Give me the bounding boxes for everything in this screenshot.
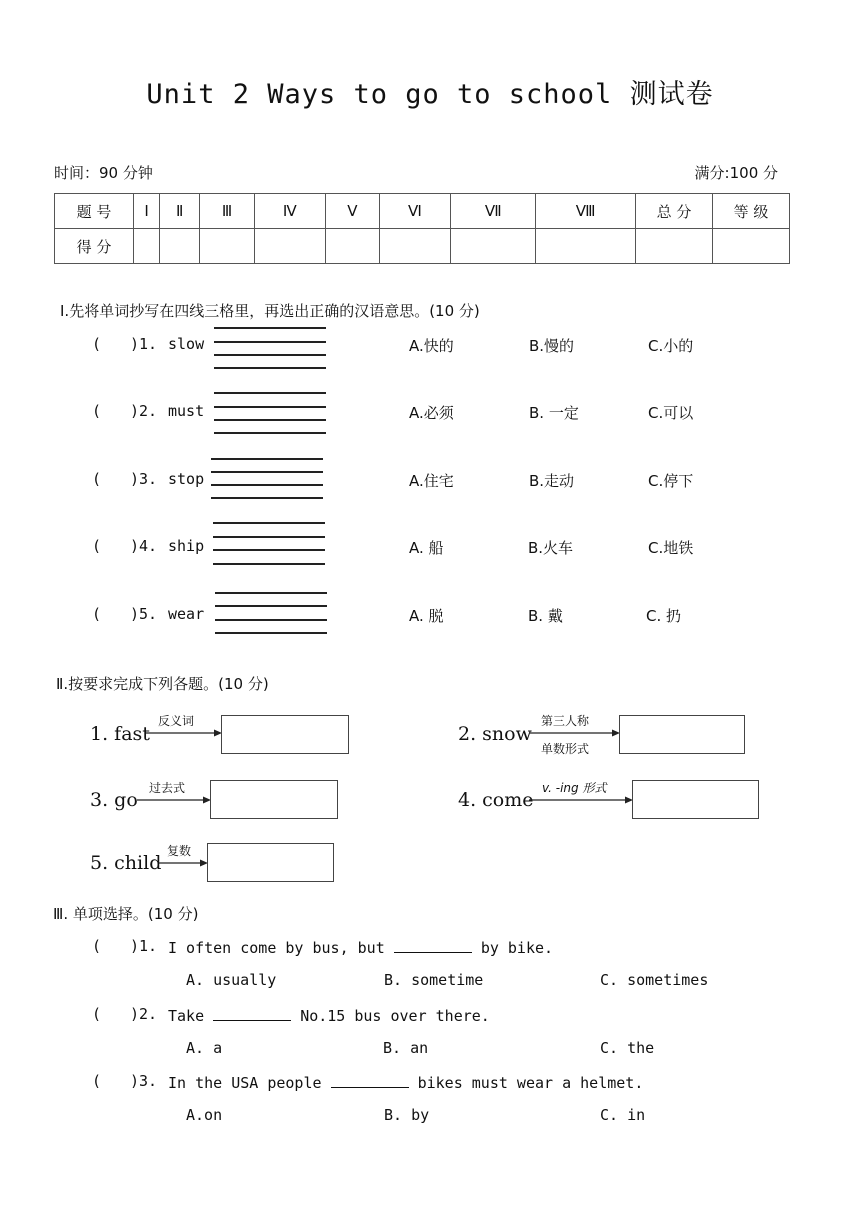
answer-box[interactable]: [210, 780, 338, 819]
option-c[interactable]: C. sometimes: [600, 971, 709, 989]
writing-line: [214, 392, 326, 394]
item-number: )3.: [130, 470, 158, 488]
answer-paren[interactable]: (: [92, 537, 102, 555]
question-number: )1.: [130, 937, 158, 955]
header-cell: 题 号: [55, 194, 134, 229]
answer-paren[interactable]: (: [92, 335, 102, 353]
answer-paren[interactable]: (: [92, 937, 102, 955]
question-text-before: Take: [168, 1007, 205, 1025]
option-b[interactable]: B. 一定: [529, 404, 579, 422]
item-word: slow: [168, 335, 205, 353]
writing-line: [214, 432, 326, 434]
arrow-top-label: 反义词: [158, 714, 195, 728]
question-text-after: bikes must wear a helmet.: [417, 1074, 644, 1092]
writing-line: [211, 484, 323, 486]
transform-item-label: 3. go: [90, 789, 138, 811]
writing-line: [215, 605, 327, 607]
option-a[interactable]: A. 脱: [409, 607, 444, 625]
option-b[interactable]: B. by: [384, 1106, 430, 1124]
item-word: wear: [168, 605, 205, 623]
score-cell[interactable]: [325, 229, 379, 264]
option-a[interactable]: A.快的: [409, 337, 454, 355]
option-a[interactable]: A.住宅: [409, 472, 454, 490]
writing-line: [211, 497, 323, 499]
score-cell[interactable]: [254, 229, 325, 264]
writing-line: [214, 327, 326, 329]
question-text-after: by bike.: [480, 939, 554, 957]
arrow-icon: [529, 795, 633, 805]
writing-line: [211, 458, 323, 460]
option-c[interactable]: C.小的: [648, 337, 694, 355]
option-c[interactable]: C.地铁: [648, 539, 694, 557]
transform-item-label: 5. child: [90, 852, 162, 874]
score-cell[interactable]: [636, 229, 713, 264]
writing-line: [214, 419, 326, 421]
answer-box[interactable]: [221, 715, 349, 754]
answer-blank[interactable]: [331, 1072, 409, 1088]
header-cell: Ⅱ: [160, 194, 200, 229]
page-title: [0, 72, 860, 111]
time-label: 时间：90 分钟: [54, 164, 153, 182]
option-a[interactable]: A.on: [186, 1106, 223, 1124]
answer-blank[interactable]: [394, 937, 472, 953]
arrow-top-label: 过去式: [149, 781, 186, 795]
score-cell[interactable]: [536, 229, 636, 264]
header-cell: Ⅵ: [379, 194, 450, 229]
answer-blank[interactable]: [213, 1005, 291, 1021]
arrow-icon: [159, 858, 208, 868]
answer-box[interactable]: [207, 843, 334, 882]
transform-item-label: 2. snow: [458, 723, 532, 745]
score-cell[interactable]: [379, 229, 450, 264]
writing-line: [214, 354, 326, 356]
option-b[interactable]: B. an: [383, 1039, 429, 1057]
option-a[interactable]: A.必须: [409, 404, 454, 422]
option-b[interactable]: B. sometime: [384, 971, 484, 989]
arrow-icon: [530, 728, 620, 738]
answer-paren[interactable]: (: [92, 1072, 102, 1090]
option-c[interactable]: C. 扔: [646, 607, 682, 625]
answer-paren[interactable]: (: [92, 1005, 102, 1023]
option-c[interactable]: C.停下: [648, 472, 694, 490]
header-cell: Ⅷ: [536, 194, 636, 229]
row-label: 得 分: [55, 229, 134, 264]
question-text-before: I often come by bus, but: [168, 939, 385, 957]
question-text: [168, 937, 553, 957]
writing-line: [211, 471, 323, 473]
writing-line: [213, 549, 325, 551]
score-cell[interactable]: [200, 229, 254, 264]
item-word: must: [168, 402, 205, 420]
title-en: Unit 2 Ways to go to school: [146, 79, 630, 110]
arrow-icon: [137, 795, 211, 805]
score-table-header-row: [55, 194, 790, 229]
full-score-label: 满分:100 分: [694, 164, 778, 182]
header-cell: 总 分: [636, 194, 713, 229]
answer-box[interactable]: [632, 780, 759, 819]
item-word: stop: [168, 470, 205, 488]
transform-item-label: 1. fast: [90, 723, 150, 745]
score-cell[interactable]: [451, 229, 536, 264]
header-cell: Ⅶ: [451, 194, 536, 229]
arrow-top-label: 复数: [167, 844, 192, 858]
writing-line: [214, 367, 326, 369]
option-a[interactable]: A. usually: [186, 971, 277, 989]
option-b[interactable]: B.慢的: [529, 337, 575, 355]
question-text-after: No.15 bus over there.: [300, 1007, 490, 1025]
writing-line: [213, 522, 325, 524]
option-a[interactable]: A. a: [186, 1039, 223, 1057]
score-cell[interactable]: [134, 229, 160, 264]
option-a[interactable]: A. 船: [409, 539, 444, 557]
option-c[interactable]: C. in: [600, 1106, 646, 1124]
item-number: )4.: [130, 537, 158, 555]
writing-line: [215, 632, 327, 634]
item-number: )1.: [130, 335, 158, 353]
option-b[interactable]: B. 戴: [528, 607, 563, 625]
section2-heading: Ⅱ.按要求完成下列各题。(10 分): [56, 675, 269, 693]
section3-heading: Ⅲ. 单项选择。(10 分): [53, 905, 199, 923]
writing-line: [215, 592, 327, 594]
writing-line: [213, 563, 325, 565]
option-b[interactable]: B.走动: [529, 472, 575, 490]
item-word: ship: [168, 537, 205, 555]
title-cn: 测试卷: [629, 79, 714, 110]
header-cell: Ⅳ: [254, 194, 325, 229]
option-c[interactable]: C.可以: [648, 404, 694, 422]
score-cell[interactable]: [160, 229, 200, 264]
transform-item-label: 4. come: [458, 789, 534, 811]
score-table: [54, 193, 790, 264]
writing-line: [213, 536, 325, 538]
answer-paren[interactable]: (: [92, 605, 102, 623]
item-number: )2.: [130, 402, 158, 420]
option-c[interactable]: C. the: [600, 1039, 655, 1057]
answer-paren[interactable]: (: [92, 470, 102, 488]
item-number: )5.: [130, 605, 158, 623]
option-b[interactable]: B.火车: [528, 539, 574, 557]
question-text: [168, 1072, 643, 1092]
question-text: [168, 1005, 490, 1025]
header-cell: Ⅲ: [200, 194, 254, 229]
writing-line: [214, 406, 326, 408]
answer-box[interactable]: [619, 715, 745, 754]
score-table-score-row: [55, 229, 790, 264]
header-cell: Ⅴ: [325, 194, 379, 229]
arrow-bottom-label: 单数形式: [541, 742, 590, 756]
question-number: )2.: [130, 1005, 158, 1023]
arrow-icon: [146, 728, 222, 738]
answer-paren[interactable]: (: [92, 402, 102, 420]
section1-heading: Ⅰ.先将单词抄写在四线三格里，再选出正确的汉语意思。(10 分): [60, 302, 480, 320]
question-text-before: In the USA people: [168, 1074, 322, 1092]
score-cell[interactable]: [713, 229, 790, 264]
arrow-top-label: 第三人称: [541, 714, 590, 728]
header-cell: 等 级: [713, 194, 790, 229]
arrow-top-label: v. -ing 形式: [542, 781, 607, 795]
header-cell: Ⅰ: [134, 194, 160, 229]
writing-line: [215, 619, 327, 621]
writing-line: [214, 341, 326, 343]
question-number: )3.: [130, 1072, 158, 1090]
